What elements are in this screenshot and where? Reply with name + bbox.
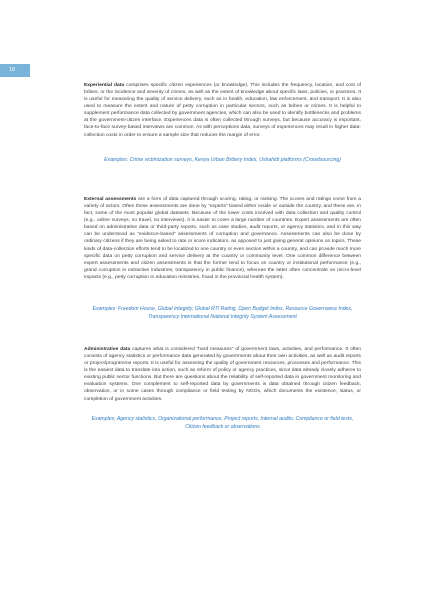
administrative-data-examples-box — [84, 416, 361, 431]
section-external-assessments — [84, 196, 361, 281]
experiential-data-text: comprises specific citizen experiences (or knowledge). This includes the frequency, location, and cost of bribes, or the incidence and severity of crimes, as well as the extent of knowledge about specific laws, policies, or practices. It is useful for measuring the quality of service delivery, such as in health, education, law enforcement, and transport. It is also used to measure the extent and nature of petty corruption in particular sectors, such as bribes or crimes. It is helpful to supplement performance data collected by government agencies, which can also be used to identify bottlenecks and problems at the government-citizen interface. Experiences data is often collected through surveys, but because accuracy is important, face-to-face survey-based interviews are common. As with perceptions data, surveys of experiences may result in higher data-collection costs in order to ensure a sample size that reduces the margin of error. — [84, 83, 361, 138]
section-administrative-data — [84, 346, 361, 403]
page-number: 18 — [0, 64, 30, 77]
administrative-data-examples: Examples: Agency statistics, Organizational performance, Project reports, Internal audits, Compliance or field tests, Citizen feedback or observations — [91, 416, 354, 430]
administrative-data-paragraph — [84, 346, 361, 403]
experiential-data-term: Experiential data — [84, 83, 125, 88]
experiential-data-examples: Examples: Crime victimization surveys, Kenya Urban Bribery Index, Ushahidi platforms (Crowdsourcing) — [104, 157, 341, 163]
administrative-data-text: captures what is considered “hard measures” of government laws, activities, and performance. It often consists of agency statistics or performance data generated by governments about their own activities, as well as audit reports or project/programme reports. It is useful for assessing the quality of government resources, processes and performance. This is the easiest data to translate into action, such as reform of policy or agency practices, since data already closely adheres to existing public sector functions. But there are questions about the reliability of self-reported data in government monitoring and evaluation systems. One complement to self-reported data by governments is data obtained through citizen feedback, observation, or in some cases through compliance or field testing by NGOs, which documents the existence, status, or completion of government activities. — [84, 347, 361, 402]
section-experiential-data — [84, 82, 361, 139]
external-assessments-examples: Examples: Freedom House, Global Integrity, Global RTI Rating, Open Budget Index, Resource Governance Index, Transparency International National Integrity System Assessment — [92, 306, 353, 320]
experiential-data-paragraph — [84, 82, 361, 139]
administrative-data-term: Administrative data — [84, 347, 131, 352]
external-assessments-examples-box — [84, 306, 361, 321]
external-assessments-term: External assessments — [84, 197, 137, 202]
experiential-data-examples-box — [84, 157, 361, 165]
external-assessments-paragraph — [84, 196, 361, 281]
external-assessments-text: are a form of data captured through scoring, rating, or ranking. The scores and ratings come from a variety of actors. Often these assessments are done by “experts” based either inside or outside the country, and these are, in fact, some of the most popular global datasets. Because of the lower costs involved with data collection and quality control (e.g., online surveys, no travel, no interviews), it is easier to cover a large number of countries. Expert assessments are often based on administrative data or third-party reports, such as case studies, audit reports, or agency statistics, and in this way can be understood as “evidence-based” assessments of corruption and governance. Assessments can also be done by ordinary citizens if they are being asked to rate or score indicators, as opposed to just giving general opinions on topics. These kinds of data-collection efforts tend to be localized to one country or even section within a country, and can provide much more specific data on petty corruption and service delivery at the country or community level. One common difference between expert assessments and citizen assessments is that the former tend to focus on country or institutional performance (e.g., grand corruption in extractive industries, transparency in public finance), whereas the latter often concentrate on micro-level impacts (e.g., petty corruption in education ministries, fraud in the provincial health system). — [84, 197, 361, 280]
